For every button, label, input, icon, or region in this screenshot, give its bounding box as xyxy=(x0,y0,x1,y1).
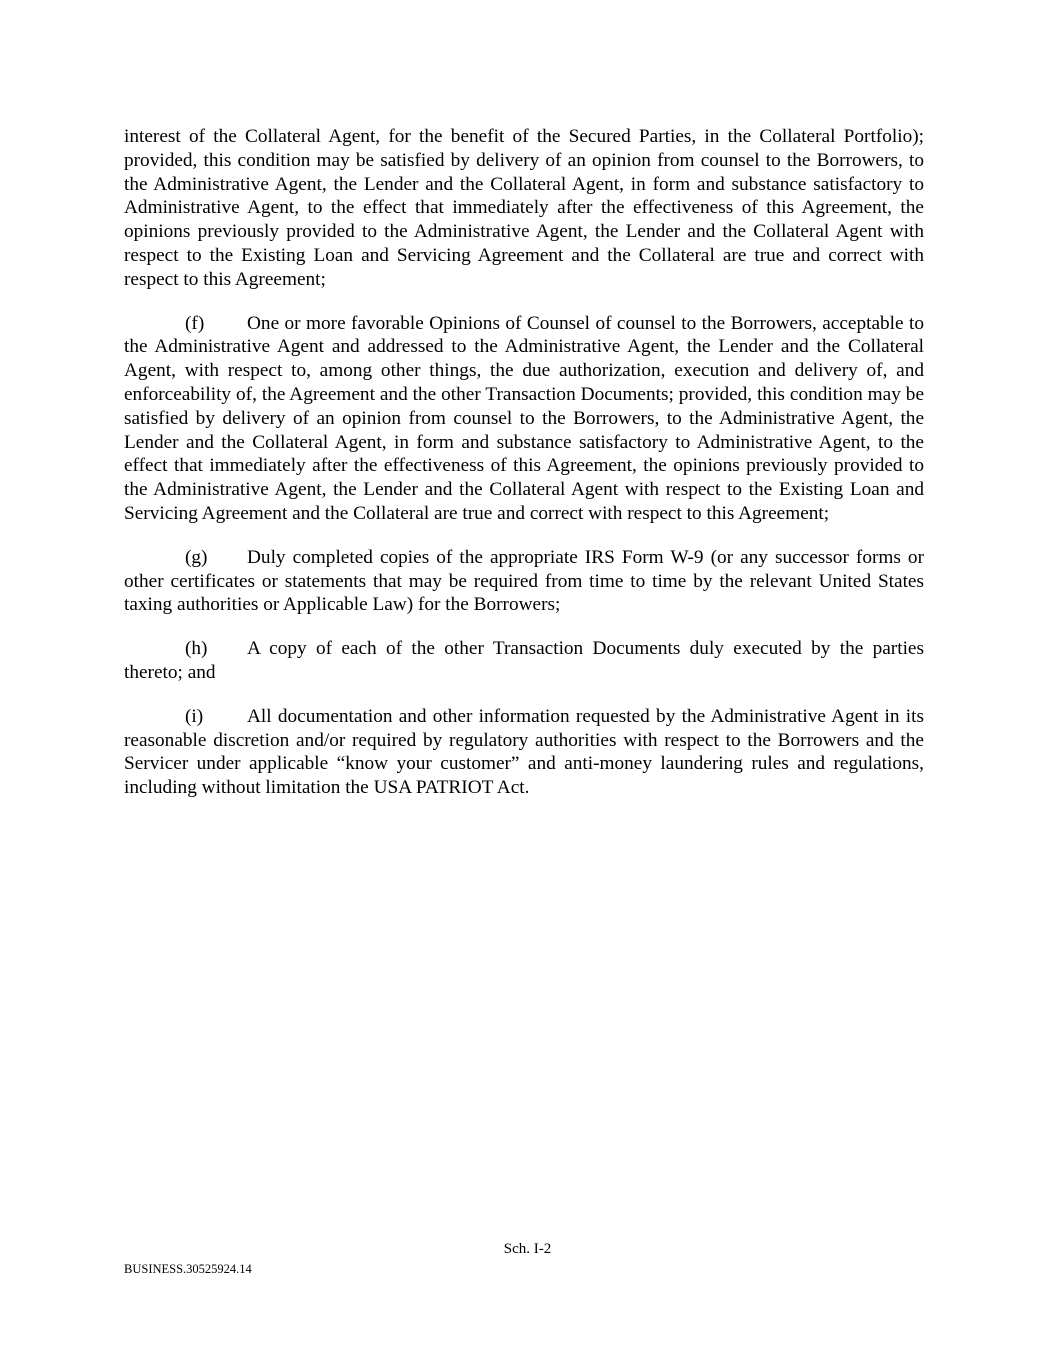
item-text: Duly completed copies of the appropriate IRS Form W-9 (or any successor forms or other certificates or statements that may be required from time to time by the relevant United States taxing authorities or Applicable Law) for the Borrowers; xyxy=(124,546,924,616)
page-number: Sch. I-2 xyxy=(503,1241,552,1257)
list-item-i xyxy=(124,705,924,800)
item-text: All documentation and other information requested by the Administrative Agent in its reasonable discretion and/or required by regulatory authorities with respect to the Borrowers and the Servicer under applicable “know your customer” and anti-money laundering rules and regulations, including without limitation the USA PATRIOT Act. xyxy=(124,705,924,799)
item-label: (g) xyxy=(185,546,208,568)
item-text: One or more favorable Opinions of Counsel of counsel to the Borrowers, acceptable to the Administrative Agent and addressed to the Administrative Agent, the Lender and the Collateral Agent, with respect to, among other things, the due authorization, execution and delivery of, and enforceability of, the Agreement and the other Transaction Documents; provided, this condition may be satisfied by delivery of an opinion from counsel to the Borrowers, to the Administrative Agent, the Lender and the Collateral Agent, in form and substance satisfactory to Administrative Agent, to the effect that immediately after the effectiveness of this Agreement, the opinions previously provided to the Administrative Agent, the Lender and the Collateral Agent with respect to the Existing Loan and Servicing Agreement and the Collateral are true and correct with respect to this Agreement; xyxy=(124,312,924,524)
item-label: (f) xyxy=(185,312,205,334)
continuation-paragraph: interest of the Collateral Agent, for the benefit of the Secured Parties, in the Collateral Portfolio); provided, this condition may be satisfied by delivery of an opinion from counsel to the Borrowers, to the Administrative Agent, the Lender and the Collateral Agent, in form and substance satisfactory to Administrative Agent, to the effect that immediately after the effectiveness of this Agreement, the opinions previously provided to the Administrative Agent, the Lender and the Collateral Agent with respect to the Existing Loan and Servicing Agreement and the Collateral are true and correct with respect to this Agreement; xyxy=(124,126,924,290)
item-label: (h) xyxy=(185,638,208,660)
item-text: A copy of each of the other Transaction Documents duly executed by the parties thereto; and xyxy=(124,638,924,683)
list-item-h xyxy=(124,637,924,685)
item-label: (i) xyxy=(185,705,204,727)
document-body xyxy=(124,125,924,820)
list-item-f xyxy=(124,312,924,526)
document-id: BUSINESS.30525924.14 xyxy=(124,1262,252,1276)
list-item-g xyxy=(124,546,924,617)
